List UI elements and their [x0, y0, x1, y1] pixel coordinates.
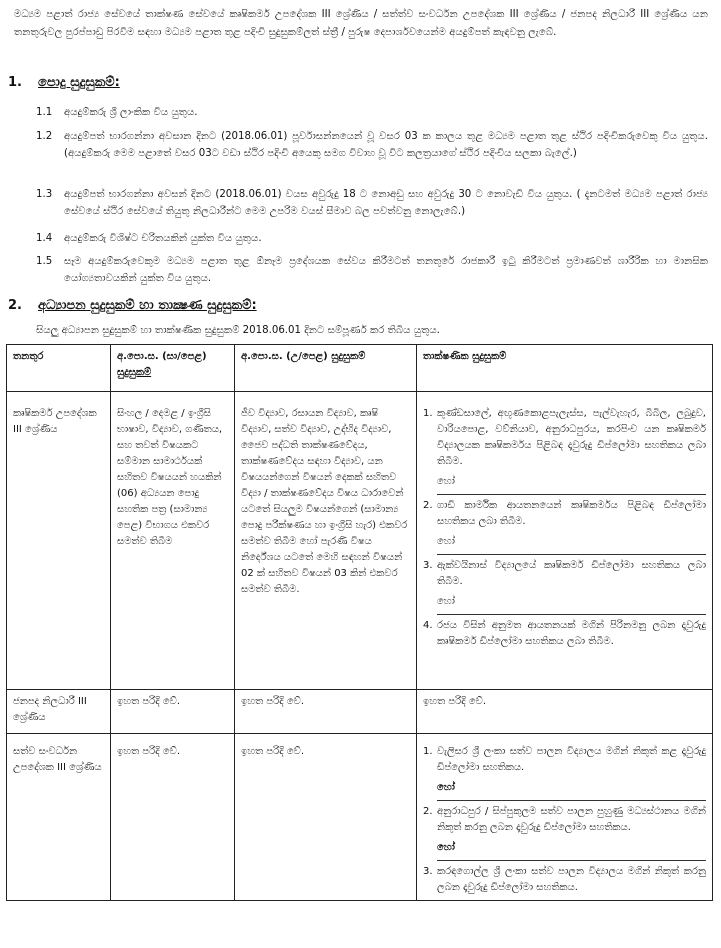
or-separator: හෝ: [437, 842, 455, 853]
table-row: [7, 734, 713, 901]
item-text: අයදුම්කරු ශ්‍රී ලාංකික විය යුතුය.: [64, 107, 198, 118]
section-2-heading: [8, 298, 257, 313]
tech-item: [423, 558, 706, 590]
al-text: ඉහත පරිදි වේ.: [241, 746, 305, 757]
qualification-item: [36, 104, 708, 121]
item-text: අයදුම්කරු විශිෂ්ට චරිතයකින් යුක්ත විය යුතුය.: [64, 233, 262, 244]
tech-item: [423, 804, 706, 836]
tech-item-number: 1.: [423, 746, 433, 757]
cell-ol: [111, 392, 235, 690]
cell-al: [235, 734, 417, 901]
section-1-heading: [8, 75, 120, 90]
tech-item-number: 2.: [423, 806, 433, 817]
table-row: [7, 392, 713, 690]
item-text: අයදුම්පත් භාරගන්නා අවසන් දිනට (2018.06.01) වයස අවුරුදු 18 ට නොඅඩු සහ අවුරුදු 30 ට නොවැඩි විය යුතුය. ( දැනටමත් මධ්‍යම පළාත් රාජ්‍ය සේවයේ ස්ථිර සේවයේ තියුතු නිලධාරීන්ට මෙම උපරිම වයස් සීමාව බල පවත්වනු නොලැබේ.): [64, 189, 708, 217]
qualification-item: [36, 128, 708, 162]
qualification-item: [36, 230, 708, 247]
item-number: 1.2: [36, 131, 53, 142]
section-number: 1.: [8, 75, 22, 90]
tech-item: [423, 864, 706, 896]
or-separator: හෝ: [437, 596, 455, 607]
header-ol-line1: අ.පො.ස. (සා/පෙළ): [117, 351, 207, 362]
item-number: 1.4: [36, 233, 53, 244]
item-number: 1.3: [36, 189, 53, 200]
post-name: සත්ව සංවර්ධන උපදේශක III ශ්‍රේණිය: [13, 746, 102, 773]
header-ol-line2: සුදුසුකම්: [117, 367, 152, 378]
al-text: ජීව විද්‍යාව, රසායන විද්‍යාව, කෘෂි විද්‍යාව, සත්ව විද්‍යාව, උද්භිද විද්‍යාව, ජෛව පද්ධති තාක්ෂණවේදය, තාක්ෂණවේදය සඳහා විද්‍යාව, යන විෂයයන්ගෙන් විෂයන් දෙකක් සහිතව විද්‍යා / තාක්ෂණවේදය විෂය ධාරාවෙන් යටතේ සියලුම විෂයන්ගෙන් (සාමාන්‍ය පොදු පරීක්ෂණය හා ඉංග්‍රීසි හැර) එකවර සමත්ව තිබීම හෝ පැරණි විෂය නිර්දේශය යටතේ මෙහි සඳහන් විෂයන් 02 ක් සහිතව විෂයන් 03 කින් එකවර සමත්ව තිබීම.: [241, 408, 408, 595]
cell-ol: ඉහත පරිදි වේ.: [111, 690, 235, 734]
tech-item-text: අනුරාධපුර / සිප්පුකුලම සත්ව පාලන පුහුණු මධ්‍යස්ථානය මගින් නිකුත් කරනු ලබන දෑවුරුදු ඩිප්ලෝමා සහතිකය.: [437, 806, 706, 833]
tech-item-number: 4.: [423, 620, 433, 631]
header-post: තනතුර: [7, 345, 111, 392]
cell-post: [7, 392, 111, 690]
cell-post: [7, 734, 111, 901]
header-ol: [111, 345, 235, 392]
tech-item-number: 1.: [423, 408, 433, 419]
item-number: 1.5: [36, 256, 53, 267]
post-name: කෘෂිකර්ම උපදේශක III ශ්‍රේණිය: [13, 408, 97, 435]
ol-text: ඉහත පරිදි වේ.: [117, 746, 181, 757]
cell-tech: [417, 392, 713, 690]
tech-item: [423, 406, 706, 470]
cell-post: ජනපද නිලධාරී III ශ්‍රේණිය: [7, 690, 111, 734]
tech-item-text: කුණ්ඩසාලේ, අඟුණකොළපැලැස්ස, පැල්වැහැර, බිබිල, ලබුදුව, වාරියපොළ, වව්නියාව, අනුරාධපුරය, කරපිංච යන කෘෂිකර්ම විද්‍යාලයක කෘෂිකර්මය පිළිබඳ දෑවුරුදු ඩිප්ලෝමා සහතිකය ලබා තිබීම.: [437, 408, 706, 467]
divider: [437, 860, 706, 861]
header-tech: තාක්ෂණික සුදුසුකම්: [417, 345, 713, 392]
cell-tech: [417, 734, 713, 901]
section-title: පොදු සුදුසුකම්:: [38, 75, 120, 90]
table-header-row: [7, 345, 713, 392]
cell-al: ඉහත පරිදි වේ.: [235, 690, 417, 734]
section-title: අධ්‍යාපන සුදුසුකම් හා තාක්‍ෂණ සුදුසුකම්:: [38, 298, 257, 313]
divider: [437, 614, 706, 615]
or-separator: හෝ: [437, 536, 455, 547]
cell-al: [235, 392, 417, 690]
cell-ol: [111, 734, 235, 901]
or-separator: හෝ: [437, 782, 455, 793]
header-al: අ.පො.ස. (උ/පෙළ) සුදුසුකම්: [235, 345, 417, 392]
item-text: සෑම අයදුම්කරුවෙකුම මධ්‍යම පළාත තුළ ඕනෑම ප්‍රදේශයක සේවය කිරීමටත් තනතුරේ රාජකාරී ඉටු කිරීමටත් ප්‍රමාණවත් ශාරීරික හා මානසික යෝග්‍යතාවයකින් යුක්ත විය යුතුය.: [64, 256, 708, 284]
item-number: 1.1: [36, 107, 53, 118]
cell-tech: ඉහත පරිදි වේ.: [417, 690, 713, 734]
tech-item: [423, 618, 706, 650]
qualification-item: [36, 253, 708, 287]
tech-item: [423, 744, 706, 776]
tech-item: [423, 498, 706, 530]
divider: [437, 554, 706, 555]
tech-item-number: 2.: [423, 500, 433, 511]
section-number: 2.: [8, 298, 22, 313]
qualification-item: [36, 186, 708, 220]
section-2-note: සියලු අධ්‍යාපන සුදුසුකම් හා තාක්ෂණික සුදුසුකම් 2018.06.01 දිනට සම්පූර්ණ කර තිබිය යුතුය.: [36, 325, 440, 336]
tech-item-number: 3.: [423, 560, 433, 571]
or-separator: හෝ: [437, 476, 455, 487]
tech-item-text: ඇක්වයිනාස් විද්‍යාලයේ කෘෂිකර්ම ඩිප්ලෝමා සහතිකය ලබා තිබීම.: [437, 560, 706, 587]
intro-paragraph: මධ්‍යම පළාත් රාජ්‍ය සේවයේ තාක්ෂණ සේවයේ කෘෂිකර්ම උපදේශක III ශ්‍රේණිය / සත්ත්ව සංවර්ධන උපදේශක III ශ්‍රේණිය / ජනපද නිලධාරී III ශ්‍රේණිය යන තනතුරුවල පුරප්පාඩු පිරවීම සඳහා මධ්‍යම පළාත තුළ පදිංචි සුදුසුකම්ලත් ස්ත්‍රී / පුරුෂ දෙපාර්ශවයෙන්ම අයදුම්පත් කැඳවනු ලැබේ.: [14, 9, 708, 38]
qualifications-table: [6, 344, 713, 901]
table-row: [7, 690, 713, 734]
item-text: අයදුම්පත් භාරගන්නා අවසාන දිනට (2018.06.01) පූර්වාසන්නයෙන් වූ වසර 03 ක කාලය තුළ මධ්‍යම පළාත තුළ ස්ථිර පදිංචිකරුවෙකු විය යුතුය. (අයදුම්කරු මෙම පළාතේ වසර 03ට වඩා ස්ථිර පදිංචි අයෙකු සමග විවාහ වූ විට කලත්‍රයාගේ ස්ථිර පදිංචිය සලකා බැලේ.): [64, 131, 708, 159]
tech-item-number: 3.: [423, 866, 433, 877]
tech-item-text: රජය විසින් අනුමත ආයතනයක් මගින් පිරිනමනු ලබන දෑවුරුදු කෘෂිකර්ම ඩිප්ලෝමා සහතිකය ලබා තිබීම.: [437, 620, 706, 647]
ol-text: සිංහල / දෙමළ / ඉංග්‍රීසි භාෂාව, විද්‍යාව, ගණිතය, සහ තවත් විෂයකට සම්මාන සාමාර්ථයක් සහිතව විෂයයන් හයකින් (06) අධ්‍යයන පොදු සහතික පත්‍ර (සාමාන්‍ය පෙළ) විභාගය එකවර සමත්ව තිබීම: [117, 408, 223, 547]
tech-item-text: ගාඩි කාර්මික ආයතනයෙන් කෘෂිකර්මය පිළිබඳ ඩිප්ලෝමා සහතිකය ලබා තිබීම.: [437, 500, 706, 527]
divider: [437, 800, 706, 801]
tech-item-text: කරඳගොල්ල ශ්‍රී ලංකා සත්ව පාලන විද්‍යාලය මගින් නිකුත් කරනු ලබන දෑවුරුදු ඩිප්ලෝමා සහතිකය.: [437, 866, 706, 893]
divider: [437, 494, 706, 495]
tech-item-text: වැලිසර ශ්‍රී ලංකා සත්ව පාලන විද්‍යාලය මගින් නිකුත් කළ දෑවුරුදු ඩිප්ලෝමා සහතිකය.: [437, 746, 706, 773]
